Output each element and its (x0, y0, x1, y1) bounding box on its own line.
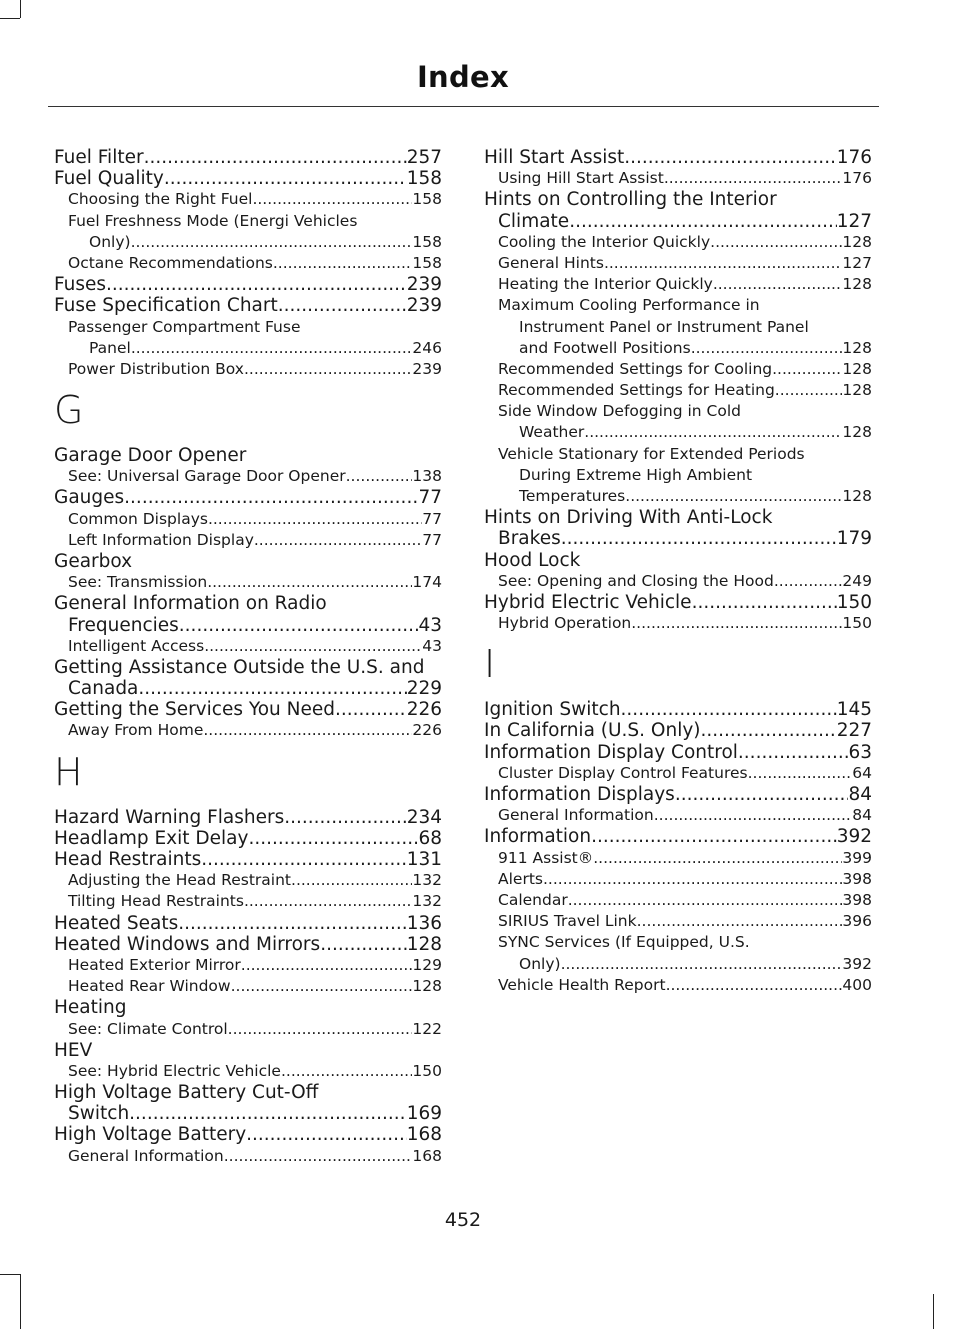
crop-mark-bottom-left-v (20, 1274, 21, 1329)
index-entry: Headlamp Exit Delay ..... 68 (54, 828, 442, 849)
crop-mark-top-left-h (0, 18, 20, 19)
index-subentry: Alerts ..... 398 (484, 869, 872, 890)
index-subentry: Calendar ..... 398 (484, 890, 872, 911)
index-entry: Fuel Filter ..... 257 (54, 147, 442, 168)
index-subentry: See: Transmission ..... 174 (54, 572, 442, 593)
index-subentry-continued: and Footwell Positions ..... 128 (484, 338, 872, 359)
index-subentry: SIRIUS Travel Link ..... 396 (484, 911, 872, 932)
crop-mark-bottom-right-v (933, 1294, 934, 1329)
index-column-left (54, 147, 442, 1167)
index-subentry: Passenger Compartment Fuse (68, 317, 301, 336)
index-subentry-continued: Weather ..... 128 (484, 422, 872, 443)
title-divider (48, 106, 879, 107)
index-entry: Information Display Control ..... 63 (484, 742, 872, 763)
section-letter-h: H (54, 749, 83, 794)
index-entry-continued: Brakes ..... 179 (484, 528, 872, 549)
index-subentry: Octane Recommendations ..... 158 (54, 253, 442, 274)
index-subentry: Choosing the Right Fuel ..... 158 (54, 189, 442, 210)
index-entry: Heating (54, 997, 127, 1019)
index-entry: Fuse Specification Chart ..... 239 (54, 295, 442, 316)
index-entry: Fuel Quality ..... 158 (54, 168, 442, 189)
crop-mark-top-left-v (20, 0, 21, 18)
index-entry-continued: Climate ..... 127 (484, 211, 872, 232)
index-entry: Gauges ..... 77 (54, 487, 442, 508)
index-entry: Getting Assistance Outside the U.S. and (54, 656, 425, 678)
index-subentry: 911 Assist® ..... 399 (484, 848, 872, 869)
page-title: Index (416, 60, 510, 94)
index-entry: Ignition Switch ..... 145 (484, 699, 872, 720)
crop-mark-bottom-left-h (0, 1274, 20, 1275)
index-entry: General Information on Radio (54, 593, 327, 615)
index-entry-continued: Canada ..... 229 (54, 678, 442, 699)
index-subentry-continued: Instrument Panel or Instrument Panel (519, 317, 809, 336)
index-entry-continued: Switch ..... 169 (54, 1103, 442, 1124)
index-entry: Hill Start Assist ..... 176 (484, 147, 872, 168)
page-number: 452 (444, 1209, 482, 1231)
index-subentry-continued: Only) ..... 158 (54, 232, 442, 253)
index-entry: Hints on Controlling the Interior (484, 189, 777, 211)
index-subentry-continued: Only) ..... 392 (484, 954, 872, 975)
index-subentry: See: Universal Garage Door Opener ..... 138 (54, 466, 442, 487)
index-entry: Fuses ..... 239 (54, 274, 442, 295)
index-entry: Garage Door Opener (54, 445, 247, 467)
index-entry: High Voltage Battery ..... 168 (54, 1125, 442, 1146)
index-entry: Information ..... 392 (484, 826, 872, 847)
index-entry: Hazard Warning Flashers ..... 234 (54, 807, 442, 828)
index-entry: Hybrid Electric Vehicle ..... 150 (484, 592, 872, 613)
index-subentry: Power Distribution Box ..... 239 (54, 359, 442, 380)
index-entry: Hints on Driving With Anti-Lock (484, 507, 773, 529)
index-entry: Heated Windows and Mirrors ..... 128 (54, 934, 442, 955)
index-subentry: General Information ..... 168 (54, 1146, 442, 1167)
index-entry: Head Restraints ..... 131 (54, 849, 442, 870)
index-subentry: Vehicle Health Report ..... 400 (484, 975, 872, 996)
index-entry: Heated Seats ..... 136 (54, 913, 442, 934)
index-subentry: Heating the Interior Quickly ..... 128 (484, 274, 872, 295)
index-subentry: See: Hybrid Electric Vehicle ..... 150 (54, 1061, 442, 1082)
index-entry-continued: Frequencies ..... 43 (54, 615, 442, 636)
index-subentry: Common Displays ..... 77 (54, 509, 442, 530)
index-subentry: Side Window Defogging in Cold (498, 402, 741, 421)
index-subentry-continued: Temperatures ..... 128 (484, 486, 872, 507)
index-subentry: General Hints ..... 127 (484, 253, 872, 274)
index-subentry: Intelligent Access ..... 43 (54, 636, 442, 657)
index-entry: Hood Lock (484, 549, 581, 571)
index-entry: High Voltage Battery Cut-Off (54, 1082, 319, 1104)
index-subentry: Cooling the Interior Quickly ..... 128 (484, 232, 872, 253)
index-subentry: Hybrid Operation ..... 150 (484, 613, 872, 634)
index-subentry: Cluster Display Control Features ..... 64 (484, 763, 872, 784)
index-subentry: Heated Rear Window ..... 128 (54, 976, 442, 997)
index-subentry: Away From Home ..... 226 (54, 721, 442, 742)
index-entry: HEV (54, 1039, 93, 1061)
section-letter-g: G (54, 388, 84, 433)
index-subentry: Recommended Settings for Cooling ..... 128 (484, 359, 872, 380)
index-entry: Getting the Services You Need ..... 226 (54, 699, 442, 720)
index-entry: Gearbox (54, 551, 133, 572)
index-subentry: Tilting Head Restraints ..... 132 (54, 891, 442, 912)
index-subentry: Vehicle Stationary for Extended Periods (498, 444, 805, 463)
index-subentry: Using Hill Start Assist ..... 176 (484, 168, 872, 189)
index-subentry: Adjusting the Head Restraint ..... 132 (54, 870, 442, 891)
index-subentry: General Information ..... 84 (484, 805, 872, 826)
index-subentry: Recommended Settings for Heating ..... 128 (484, 380, 872, 401)
index-subentry-continued: During Extreme High Ambient (519, 465, 753, 484)
index-column-right (484, 147, 872, 996)
index-subentry: SYNC Services (If Equipped, U.S. (498, 933, 750, 952)
section-letter-i: I (484, 642, 496, 687)
index-subentry: Maximum Cooling Performance in (498, 296, 760, 315)
index-entry: In California (U.S. Only) ..... 227 (484, 721, 872, 742)
index-subentry-continued: Panel ..... 246 (54, 338, 442, 359)
index-subentry: See: Opening and Closing the Hood ..... 249 (484, 571, 872, 592)
index-subentry: See: Climate Control ..... 122 (54, 1019, 442, 1040)
index-subentry: Left Information Display ..... 77 (54, 530, 442, 551)
index-entry: Information Displays ..... 84 (484, 784, 872, 805)
index-subentry: Fuel Freshness Mode (Energi Vehicles (68, 211, 358, 230)
index-subentry: Heated Exterior Mirror ..... 129 (54, 955, 442, 976)
